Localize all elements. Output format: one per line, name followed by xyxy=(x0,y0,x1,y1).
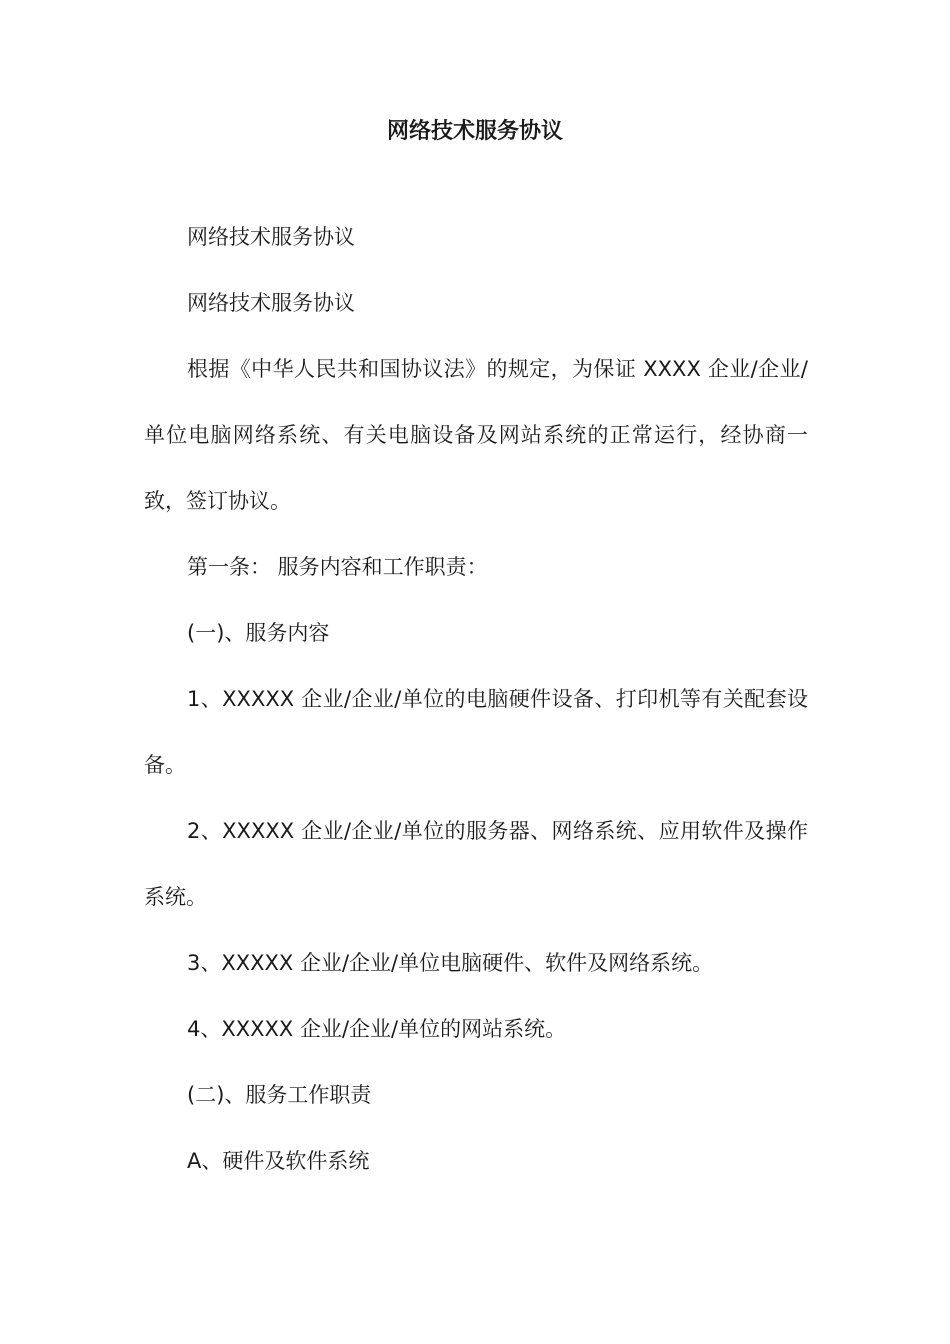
document-title: 网络技术服务协议 xyxy=(386,119,563,144)
paragraph-article-1-heading: 第一条： 服务内容和工作职责： xyxy=(187,555,488,579)
paragraph-preamble: 根据《中华人民共和国协议法》的规定，为保证 XXXX 企业/企业/单位电脑网络系统、有关电脑设备及网站系统的正常运行，经协商一致，签订协议。 xyxy=(144,357,808,513)
paragraph-section-2-heading: (二)、服务工作职责 xyxy=(187,1083,372,1107)
paragraph-item-4: 4、XXXXX 企业/企业/单位的网站系统。 xyxy=(187,1017,567,1041)
paragraph-item-a: A、硬件及软件系统 xyxy=(187,1149,370,1173)
paragraph-subtitle-2: 网络技术服务协议 xyxy=(187,291,355,315)
paragraph-section-1-heading: (一)、服务内容 xyxy=(187,621,330,645)
paragraph-subtitle-1: 网络技术服务协议 xyxy=(187,225,355,249)
paragraph-item-3: 3、XXXXX 企业/企业/单位电脑硬件、软件及网络系统。 xyxy=(187,951,714,975)
paragraph-item-1: 1、XXXXX 企业/企业/单位的电脑硬件设备、打印机等有关配套设备。 xyxy=(144,687,808,777)
paragraph-item-2: 2、XXXXX 企业/企业/单位的服务器、网络系统、应用软件及操作系统。 xyxy=(144,819,808,909)
document-body xyxy=(144,204,808,1194)
